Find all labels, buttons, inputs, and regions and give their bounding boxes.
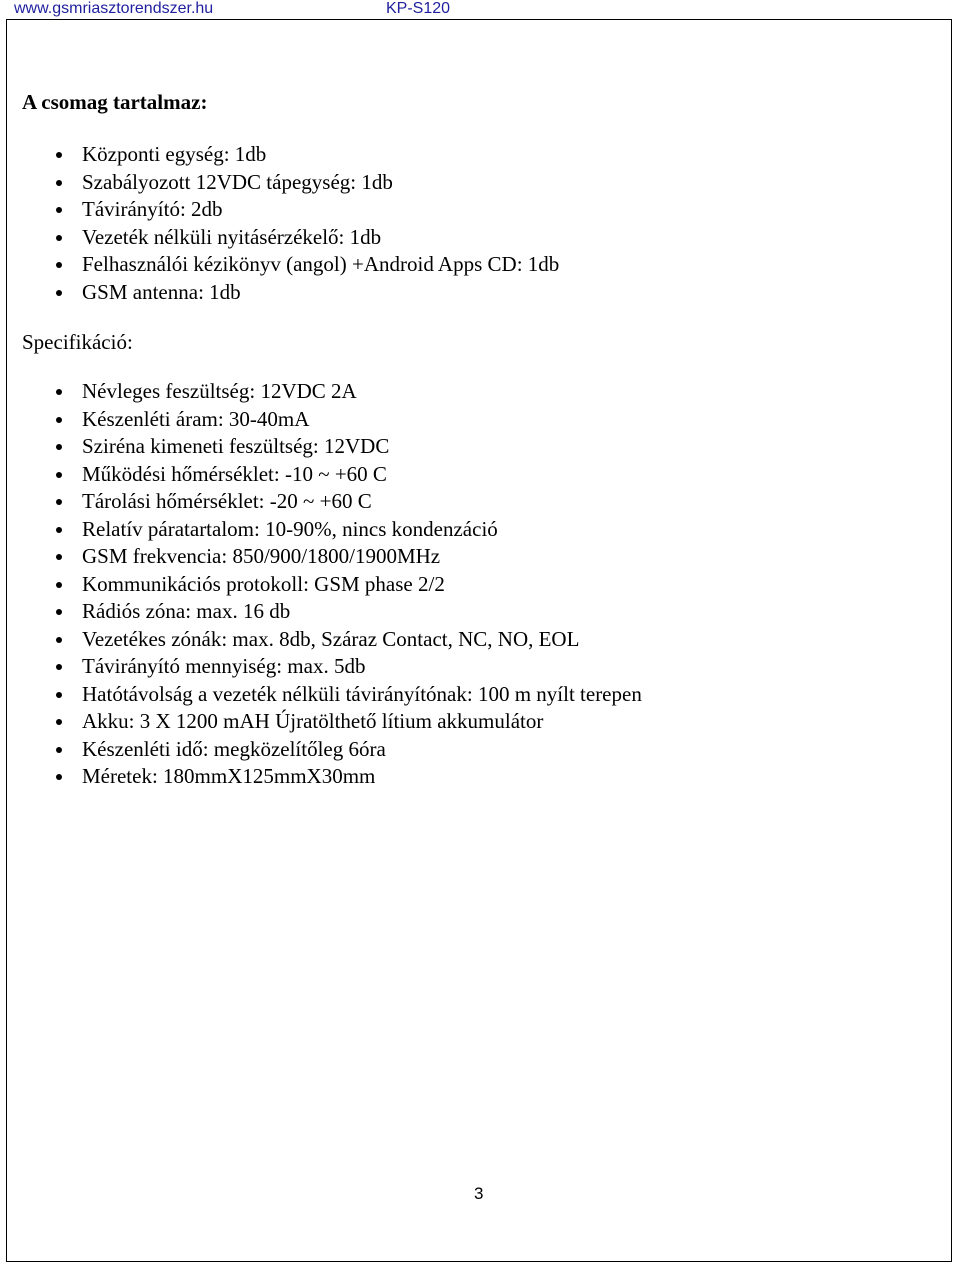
spec-item: [56, 433, 642, 461]
spec-item: [56, 488, 642, 516]
spec-item: [56, 681, 642, 709]
package-item: [56, 224, 559, 252]
spec-item-text: Vezetékes zónák: max. 8db, Száraz Contact, NC, NO, EOL: [82, 626, 580, 651]
package-item-text: Felhasználói kézikönyv (angol) +Android Apps CD: 1db: [82, 252, 560, 276]
spec-item: [56, 461, 642, 489]
bullet-icon: [56, 719, 62, 725]
package-item-text: Szabályozott 12VDC tápegység: 1db: [82, 169, 393, 194]
spec-item-text: Működési hőmérséklet: -10 ~ +60 C: [82, 461, 387, 486]
spec-item-text: Relatív páratartalom: 10-90%, nincs kondenzáció: [82, 516, 498, 541]
spec-item-text: GSM frekvencia: 850/900/1800/1900MHz: [82, 544, 441, 568]
package-item-text: GSM antenna: 1db: [82, 279, 241, 304]
spec-item: [56, 763, 642, 791]
spec-item-text: Méretek: 180mmX125mmX30mm: [82, 764, 376, 788]
header-website: www.gsmriasztorendszer.hu: [14, 0, 214, 17]
spec-item-text: Készenléti áram: 30-40mA: [82, 406, 310, 431]
spec-item: [56, 571, 642, 599]
package-item-text: Távirányító: 2db: [82, 197, 223, 221]
bullet-icon: [56, 637, 62, 643]
bullet-icon: [56, 472, 62, 478]
specification-title: Specifikáció:: [22, 330, 133, 354]
bullet-icon: [56, 152, 62, 158]
bullet-icon: [56, 747, 62, 753]
bullet-icon: [56, 774, 62, 780]
spec-item: [56, 543, 642, 571]
header-model: KP-S120: [386, 0, 451, 17]
bullet-icon: [56, 262, 62, 268]
bullet-icon: [56, 554, 62, 560]
spec-item: [56, 708, 642, 736]
bullet-icon: [56, 692, 62, 698]
bullet-icon: [56, 417, 62, 423]
bullet-icon: [56, 527, 62, 533]
spec-item-text: Tárolási hőmérséklet: -20 ~ +60 C: [82, 489, 372, 513]
package-item-text: Központi egység: 1db: [82, 142, 267, 166]
bullet-icon: [56, 664, 62, 670]
specification-list: [56, 378, 642, 791]
bullet-icon: [56, 290, 62, 296]
page-number: 3: [474, 1184, 484, 1203]
bullet-icon: [56, 235, 62, 241]
spec-item: [56, 653, 642, 681]
package-item: [56, 141, 559, 169]
bullet-icon: [56, 582, 62, 588]
bullet-icon: [56, 499, 62, 505]
spec-item-text: Kommunikációs protokoll: GSM phase 2/2: [82, 571, 445, 596]
spec-item-text: Távirányító mennyiség: max. 5db: [82, 654, 366, 678]
package-item: [56, 196, 559, 224]
spec-item-text: Sziréna kimeneti feszültség: 12VDC: [82, 434, 390, 458]
spec-item: [56, 378, 642, 406]
spec-item-text: Rádiós zóna: max. 16 db: [82, 599, 291, 623]
spec-item-text: Akku: 3 X 1200 mAH Újratölthető lítium akkumulátor: [82, 709, 544, 733]
bullet-icon: [56, 444, 62, 450]
spec-item: [56, 736, 642, 764]
package-contents-title: A csomag tartalmaz:: [22, 90, 208, 114]
spec-item-text: Névleges feszültség: 12VDC 2A: [82, 379, 357, 403]
package-item: [56, 169, 559, 197]
bullet-icon: [56, 180, 62, 186]
spec-item: [56, 598, 642, 626]
bullet-icon: [56, 389, 62, 395]
package-item-text: Vezeték nélküli nyitásérzékelő: 1db: [82, 224, 382, 249]
spec-item: [56, 406, 642, 434]
package-contents-list: [56, 141, 559, 306]
spec-item-text: Készenléti idő: megközelítőleg 6óra: [82, 736, 386, 761]
spec-item: [56, 626, 642, 654]
spec-item-text: Hatótávolság a vezeték nélküli távirányítónak: 100 m nyílt terepen: [82, 681, 642, 706]
spec-item: [56, 516, 642, 544]
bullet-icon: [56, 207, 62, 213]
package-item: [56, 279, 559, 307]
package-item: [56, 251, 559, 279]
bullet-icon: [56, 609, 62, 615]
